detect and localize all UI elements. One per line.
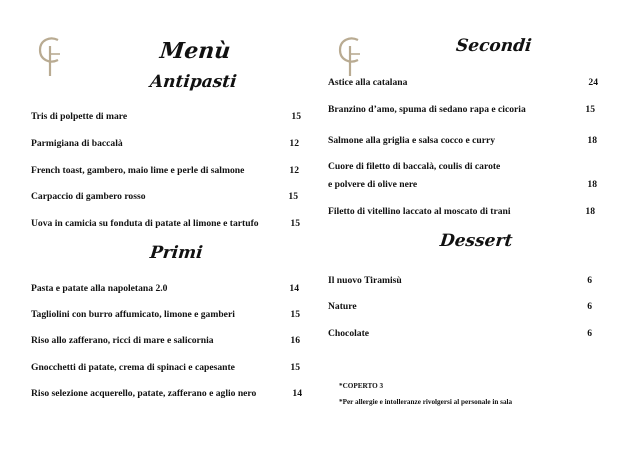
menu-item-price: 15 <box>585 104 595 115</box>
secondi-title: Secondi <box>454 36 533 56</box>
menu-item-price: 6 <box>587 275 592 286</box>
menu-item-price: 6 <box>587 328 592 339</box>
menu-item: Carpaccio di gambero rosso <box>31 191 146 202</box>
menu-item: Salmone alla griglia e salsa cocco e curry <box>328 135 496 146</box>
menu-item: Il nuovo Tiramisù <box>328 275 402 286</box>
menu-item-price: 18 <box>587 135 597 146</box>
menu-item: Tagliolini con burro affumicato, limone e gamberi <box>31 309 235 320</box>
menu-item-continued: e polvere di olive nere <box>328 179 418 190</box>
menu-item: Riso selezione acquerello, patate, zafferano e aglio nero <box>31 388 257 399</box>
menu-item-price: 12 <box>289 165 299 176</box>
menu-item: Parmigiana di baccalà <box>31 138 123 149</box>
menu-item-price: 6 <box>587 301 592 312</box>
menu-title: Menù <box>158 38 232 64</box>
menu-item: Chocolate <box>328 328 370 339</box>
menu-item-price: 15 <box>290 362 300 373</box>
cf-logo-left <box>36 34 66 78</box>
menu-item: Gnocchetti di patate, crema di spinaci e capesante <box>31 362 235 373</box>
menu-item: Pasta e patate alla napoletana 2.0 <box>31 283 168 294</box>
dessert-title: Dessert <box>438 231 514 251</box>
menu-item-price: 16 <box>290 335 300 346</box>
menu-item-price: 15 <box>290 309 300 320</box>
menu-item: Uova in camicia su fonduta di patate al limone e tartufo <box>31 218 259 229</box>
menu-item: Tris di polpette di mare <box>31 111 128 122</box>
coperto-note: *COPERTO 3 <box>339 382 384 390</box>
menu-item-price: 14 <box>292 388 302 399</box>
menu-item: Riso allo zafferano, ricci di mare e salicornia <box>31 335 214 346</box>
menu-item: Nature <box>328 301 357 312</box>
menu-item: Filetto di vitellino laccato al moscato di trani <box>328 206 511 217</box>
menu-item-price: 18 <box>587 179 597 190</box>
cf-logo-icon <box>36 34 66 78</box>
antipasti-title: Antipasti <box>148 72 238 92</box>
menu-item: Cuore di filetto di baccalà, coulis di carote <box>328 161 501 172</box>
menu-item-price: 15 <box>290 218 300 229</box>
menu-item-price: 15 <box>288 191 298 202</box>
allergy-note: *Per allergie e intolleranze rivolgersi al personale in sala <box>339 398 513 406</box>
primi-title: Primi <box>148 243 204 263</box>
menu-item-price: 14 <box>289 283 299 294</box>
menu-item-price: 15 <box>291 111 301 122</box>
cf-logo-right <box>336 34 366 78</box>
menu-item-price: 12 <box>289 138 299 149</box>
menu-item-price: 24 <box>588 77 598 88</box>
cf-logo-icon <box>336 34 366 78</box>
menu-item-price: 18 <box>585 206 595 217</box>
menu-item: French toast, gambero, maio lime e perle di salmone <box>31 165 245 176</box>
menu-item: Branzino d’amo, spuma di sedano rapa e cicoria <box>328 104 526 115</box>
menu-item: Astice alla catalana <box>328 77 408 88</box>
